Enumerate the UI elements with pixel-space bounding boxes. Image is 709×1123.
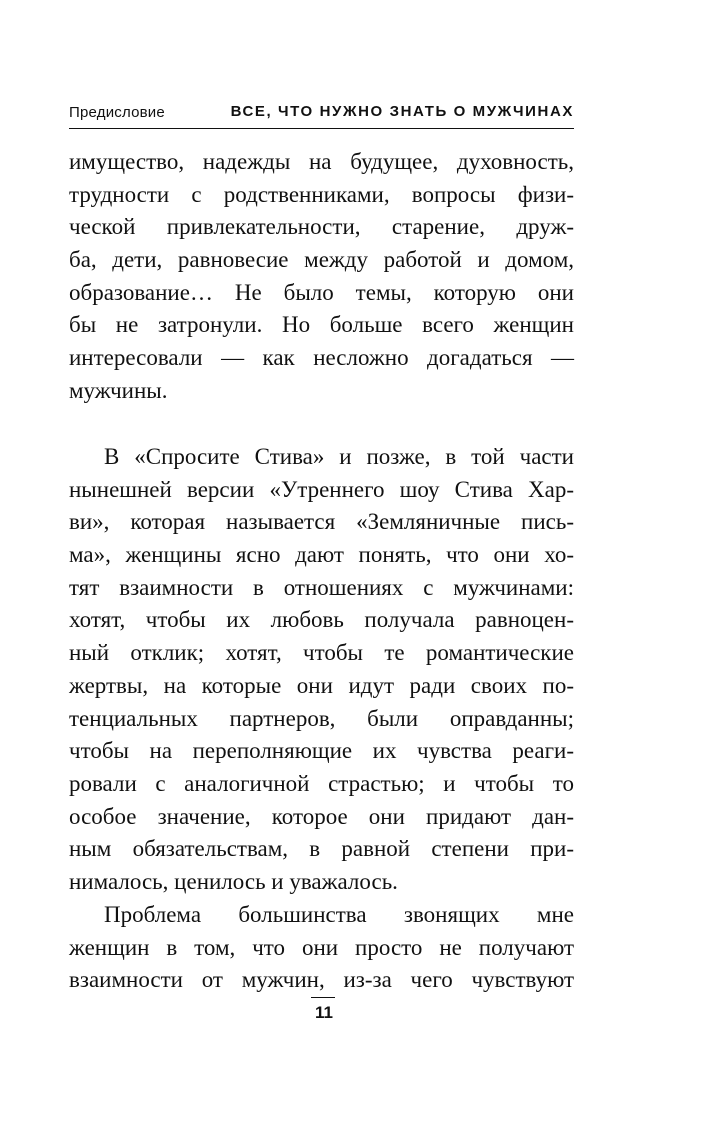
text-line: интересовали — как несложно догадаться — bbox=[69, 345, 574, 371]
text-line: ным обязательствам, в равной степени при- bbox=[69, 836, 574, 862]
running-header bbox=[69, 102, 574, 129]
text-line: тенциальных партнеров, были оправданны; bbox=[69, 705, 574, 731]
text-line: чтобы на переполняющие их чувства реаги- bbox=[69, 738, 574, 764]
text-line: В «Спросите Стива» и позже, в той части bbox=[104, 444, 574, 469]
text-line: ровали с аналогичной страстью; и чтобы то bbox=[69, 770, 574, 796]
text-line: ба, дети, равновесие между работой и домом, bbox=[69, 247, 574, 273]
text-line: Проблема большинства звонящих мне bbox=[104, 902, 574, 927]
text-line: женщин в том, что они просто не получают bbox=[69, 934, 574, 960]
text-line: ма», женщины ясно дают понять, что они хо- bbox=[69, 542, 574, 568]
paragraph-3 bbox=[69, 899, 574, 997]
text-line: ный отклик; хотят, чтобы те романтические bbox=[69, 640, 574, 666]
text-line: хотят, чтобы их любовь получала равноцен- bbox=[69, 607, 574, 633]
page-number-rule bbox=[311, 997, 335, 998]
text-line: нималось, ценилось и уважалось. bbox=[69, 868, 398, 894]
text-line: ви», которая называется «Земляничные пись- bbox=[69, 509, 574, 535]
text-line: нынешней версии «Утреннего шоу Стива Хар- bbox=[69, 476, 574, 502]
text-line: мужчины. bbox=[69, 377, 168, 403]
text-line: особое значение, которое они придают дан- bbox=[69, 803, 574, 829]
text-line: взаимности от мужчин, из-за чего чувствуют bbox=[69, 967, 574, 993]
text-line: ческой привлекательности, старение, друж- bbox=[69, 214, 574, 240]
page-number: 11 bbox=[315, 1003, 333, 1022]
text-line: трудности с родственниками, вопросы физи- bbox=[69, 181, 574, 207]
book-title: ВСЕ, ЧТО НУЖНО ЗНАТЬ О МУЖЧИНАХ bbox=[230, 103, 574, 120]
paragraph-2 bbox=[69, 441, 574, 899]
text-line: образование… Не было темы, которую они bbox=[69, 279, 574, 305]
text-line: жертвы, на которые они идут ради своих по- bbox=[69, 672, 574, 698]
text-line: бы не затронули. Но больше всего женщин bbox=[69, 312, 574, 338]
text-line: тят взаимности в отношениях с мужчинами: bbox=[69, 574, 574, 600]
section-title: Предисловие bbox=[69, 104, 165, 121]
paragraph-1 bbox=[69, 146, 574, 408]
text-line: имущество, надежды на будущее, духовность, bbox=[69, 149, 574, 174]
